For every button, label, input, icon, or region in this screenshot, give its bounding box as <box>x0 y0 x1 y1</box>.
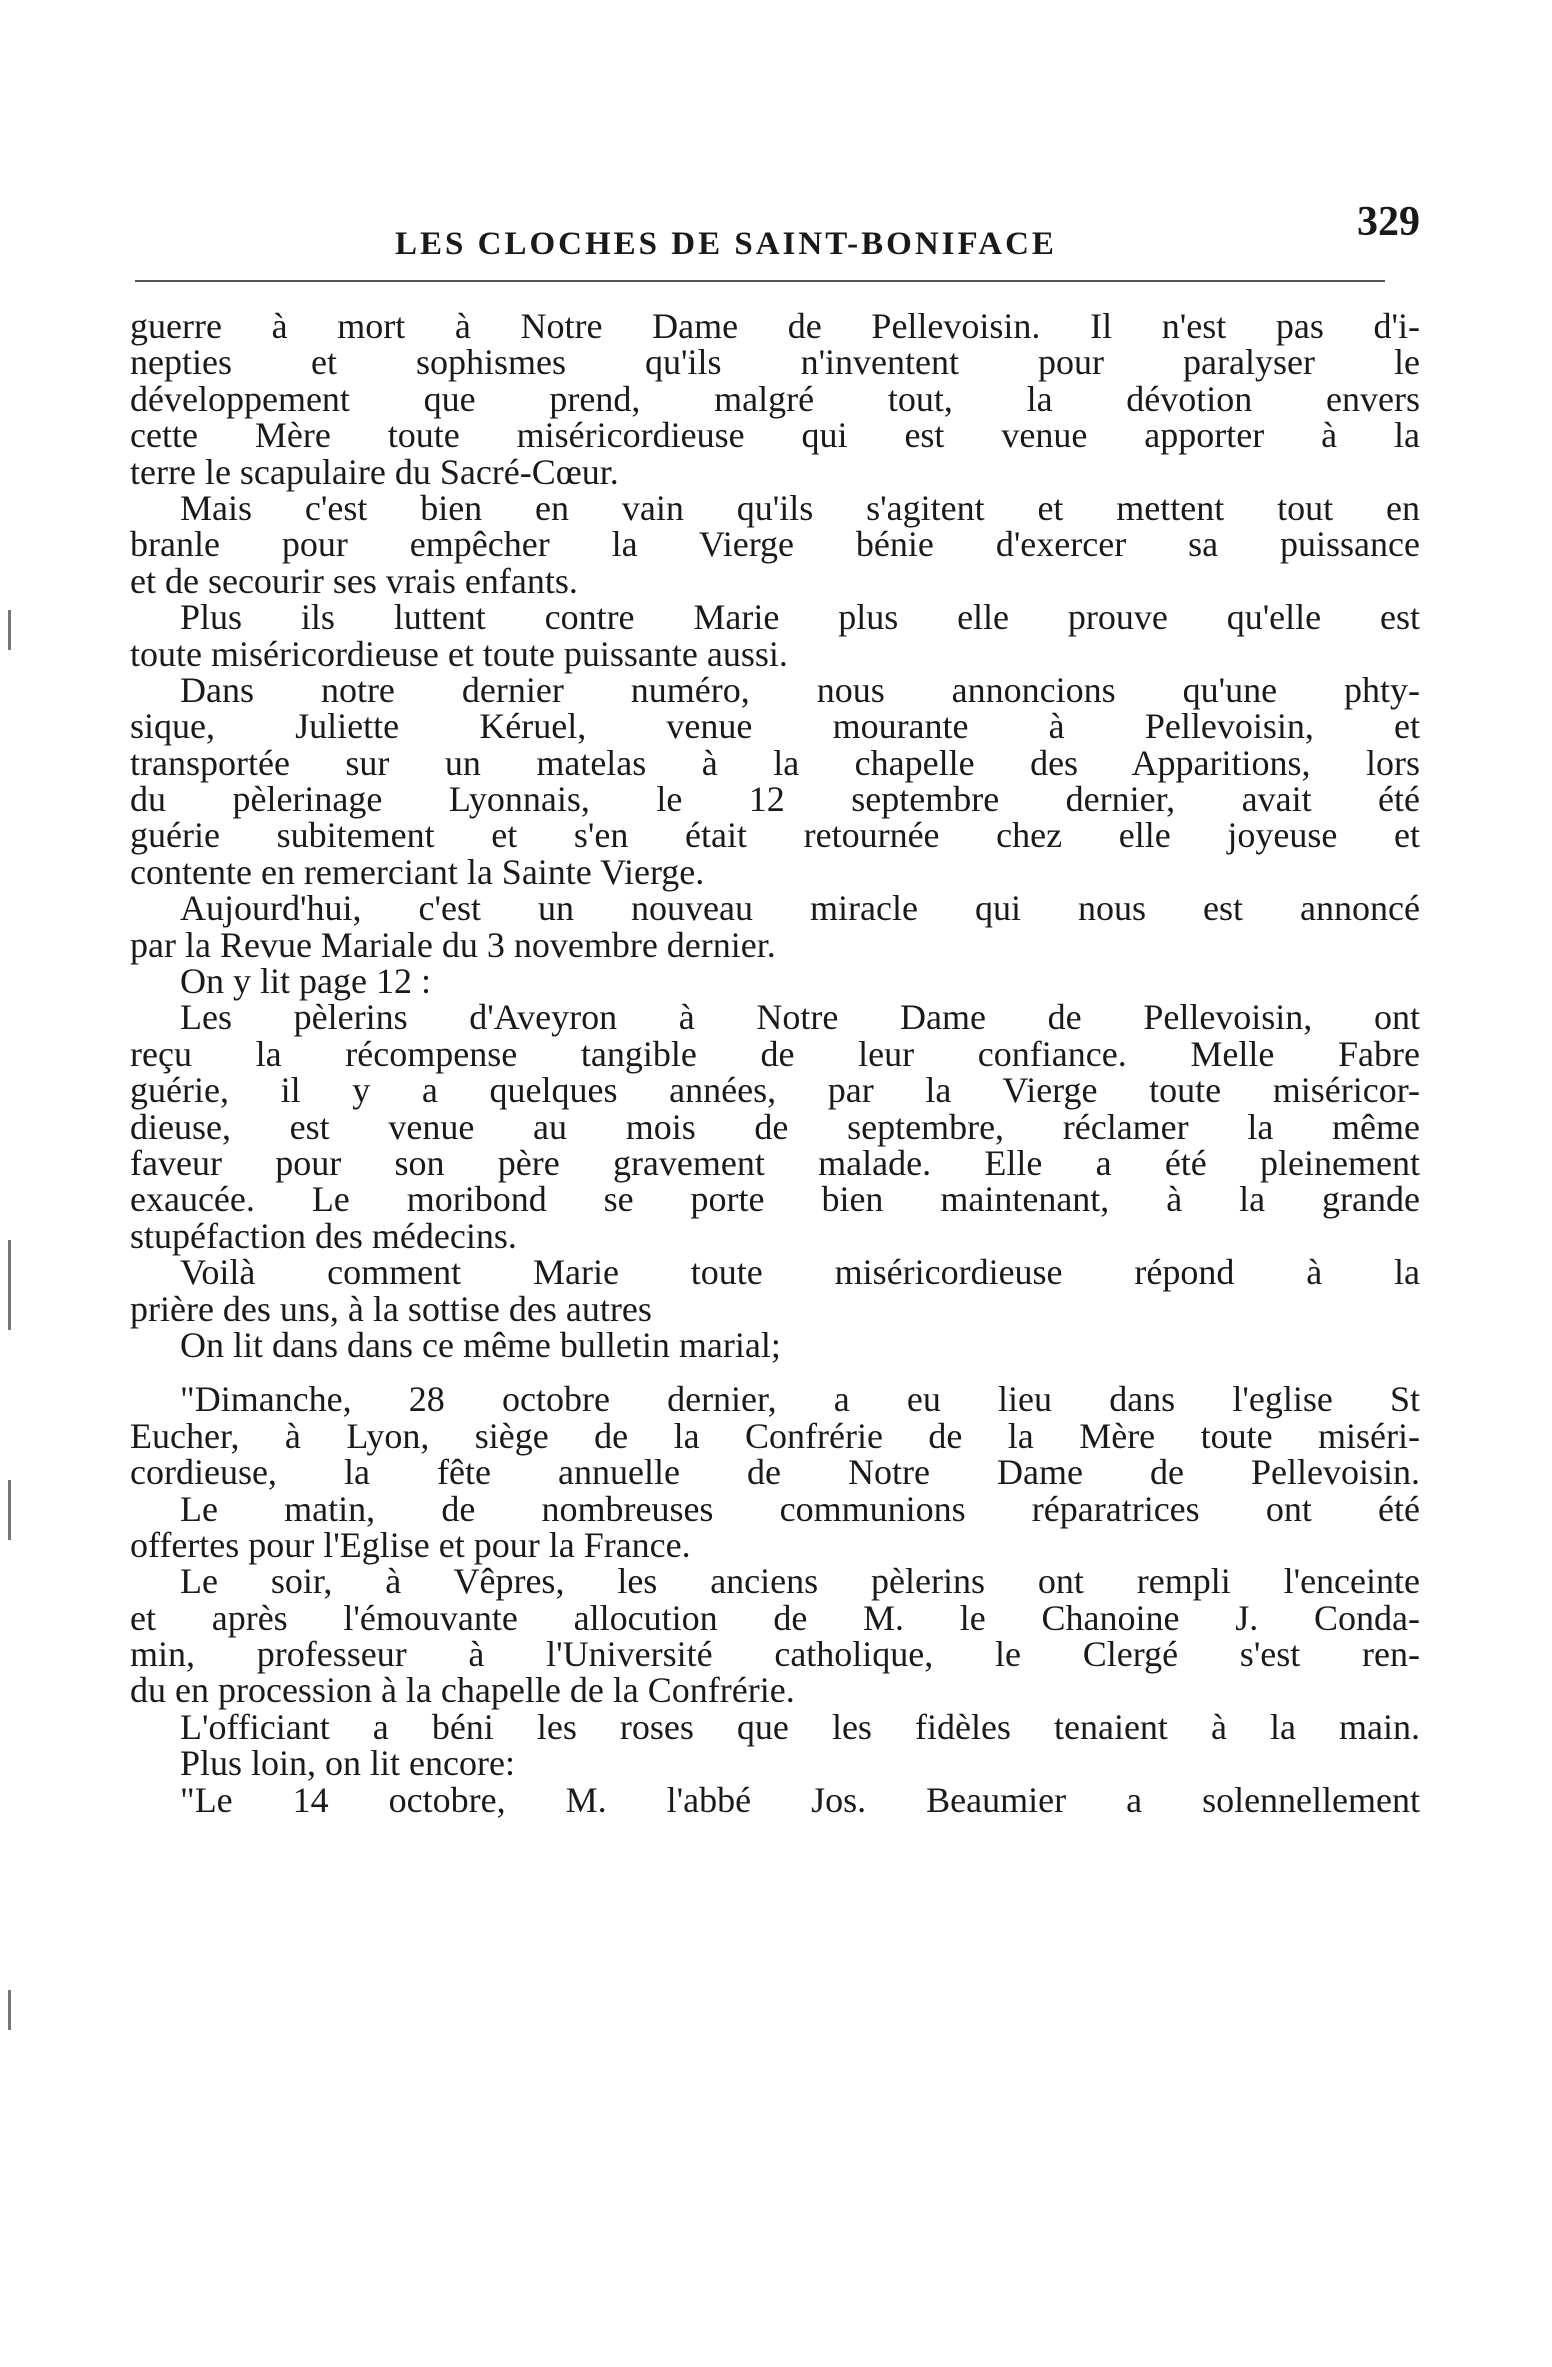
scan-edge-mark <box>8 1240 11 1330</box>
text-line: contente en remerciant la Sainte Vierge. <box>130 851 705 892</box>
text-line: On y lit page 12 : <box>180 961 431 1002</box>
text-line: du pèlerinage Lyonnais, le 12 septembre dernier, avait été <box>130 779 1420 820</box>
text-line: Plus loin, on lit encore: <box>180 1743 515 1784</box>
text-line: Voilà comment Marie toute miséricordieuse répond à la <box>180 1252 1420 1293</box>
text-line: toute miséricordieuse et toute puissante aussi. <box>130 633 788 674</box>
text-line: Dans notre dernier numéro, nous annoncions qu'une phty- <box>180 669 1420 710</box>
page-header <box>130 198 1420 268</box>
text-line: nepties et sophismes qu'ils n'inventent pour paralyser le <box>130 342 1420 383</box>
text-line: du en procession à la chapelle de la Confrérie. <box>130 1670 795 1711</box>
body-text <box>130 308 1420 1818</box>
text-line: guérie, il y a quelques années, par la Vierge toute miséricor- <box>130 1070 1420 1111</box>
text-line: cordieuse, la fête annuelle de Notre Dame de Pellevoisin. <box>130 1452 1420 1493</box>
text-line: Plus ils luttent contre Marie plus elle prouve qu'elle est <box>180 597 1420 638</box>
text-line: terre le scapulaire du Sacré-Cœur. <box>130 451 619 492</box>
page-number: 329 <box>1357 199 1420 245</box>
text-line: branle pour empêcher la Vierge bénie d'exercer sa puissance <box>130 524 1420 565</box>
text-line: Les pèlerins d'Aveyron à Notre Dame de Pellevoisin, ont <box>180 997 1420 1038</box>
text-line: reçu la récompense tangible de leur confiance. Melle Fabre <box>130 1033 1420 1074</box>
scan-edge-mark <box>8 610 11 650</box>
text-line: faveur pour son père gravement malade. Elle a été pleinement <box>130 1142 1420 1183</box>
text-line: offertes pour l'Eglise et pour la France. <box>130 1524 691 1565</box>
text-line: "Le 14 octobre, M. l'abbé Jos. Beaumier a solennellement <box>180 1779 1420 1820</box>
text-line: min, professeur à l'Université catholique, le Clergé s'est ren- <box>130 1634 1420 1675</box>
text-line: Eucher, à Lyon, siège de la Confrérie de la Mère toute miséri- <box>130 1415 1420 1456</box>
text-line: L'officiant a béni les roses que les fidèles tenaient à la main. <box>180 1706 1420 1747</box>
text-line: guerre à mort à Notre Dame de Pellevoisin. Il n'est pas d'i- <box>130 306 1420 346</box>
text-line: Le matin, de nombreuses communions réparatrices ont été <box>180 1488 1420 1529</box>
text-line: dieuse, est venue au mois de septembre, réclamer la même <box>130 1106 1420 1147</box>
text-line: et de secourir ses vrais enfants. <box>130 560 578 601</box>
text-line: On lit dans dans ce même bulletin marial; <box>180 1324 781 1365</box>
text-line: Le soir, à Vêpres, les anciens pèlerins ont rempli l'enceinte <box>180 1561 1420 1602</box>
text-line: Mais c'est bien en vain qu'ils s'agitent et mettent tout en <box>180 487 1420 528</box>
text-line: transportée sur un matelas à la chapelle des Apparitions, lors <box>130 742 1420 783</box>
text-line: développement que prend, malgré tout, la dévotion envers <box>130 378 1420 419</box>
text-line: prière des uns, à la sottise des autres <box>130 1288 652 1329</box>
text-line: par la Revue Mariale du 3 novembre dernier. <box>130 924 776 965</box>
text-line: exaucée. Le moribond se porte bien maintenant, à la grande <box>130 1179 1420 1220</box>
scan-edge-mark <box>8 1990 11 2030</box>
text-line: cette Mère toute miséricordieuse qui est venue apporter à la <box>130 415 1420 456</box>
text-line: Aujourd'hui, c'est un nouveau miracle qui nous est annoncé <box>180 888 1420 929</box>
scan-edge-mark <box>8 1480 11 1540</box>
header-rule <box>135 280 1385 282</box>
text-line: stupéfaction des médecins. <box>130 1215 517 1256</box>
text-line: sique, Juliette Kéruel, venue mourante à Pellevoisin, et <box>130 706 1420 747</box>
running-title: LES CLOCHES DE SAINT-BONIFACE <box>395 226 1057 262</box>
text-line: et après l'émouvante allocution de M. le Chanoine J. Conda- <box>130 1597 1420 1638</box>
text-line: guérie subitement et s'en était retournée chez elle joyeuse et <box>130 815 1420 856</box>
text-line: "Dimanche, 28 octobre dernier, a eu lieu dans l'eglise St <box>180 1379 1420 1420</box>
